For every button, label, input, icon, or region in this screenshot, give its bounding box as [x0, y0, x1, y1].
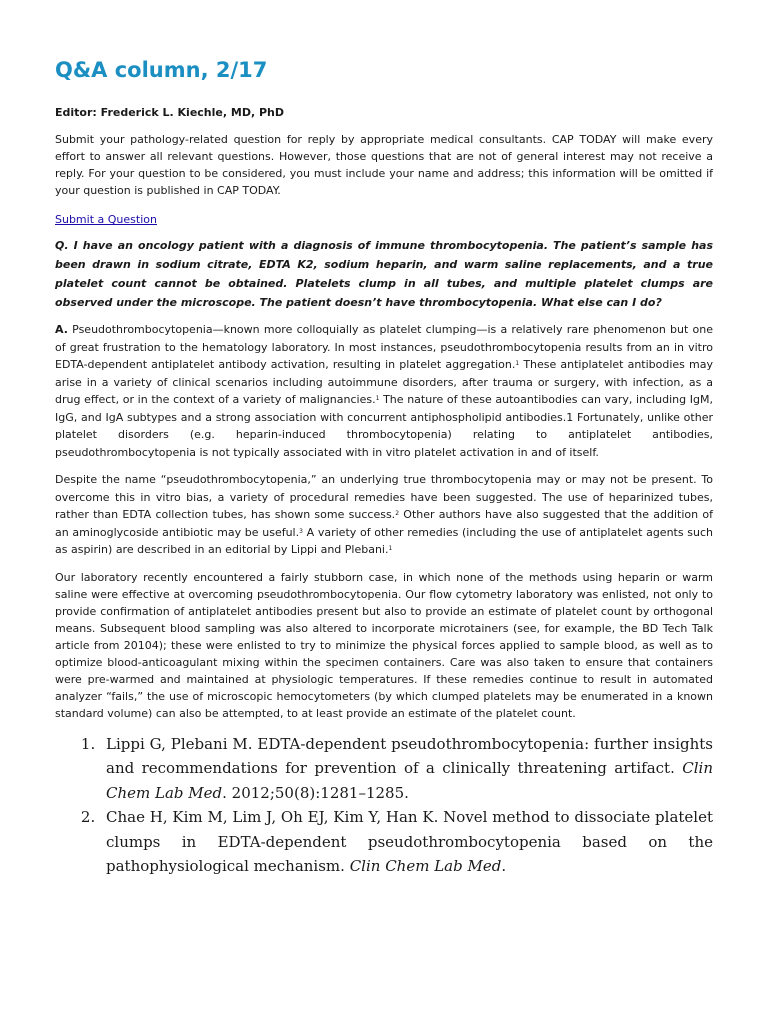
citation-sup: 2 — [395, 510, 400, 517]
answer-text: A variety of other remedies (including the use of antiplatelet agents such as aspirin) are described in an editorial by Lippi and Plebani. — [55, 525, 713, 556]
answer-label: A. — [55, 323, 68, 336]
answer-text: Despite the name “pseudothrombocytopenia,” an underlying true thrombocytopenia may or may not be present. To overcome this in vitro bias, a variety of procedural remedies have been suggested. The use of heparinized tubes, rather than EDTA collection tubes, has shown some success. — [55, 473, 713, 521]
reference-item — [100, 732, 713, 806]
reference-item — [100, 805, 713, 879]
answer-paragraph-3: Our laboratory recently encountered a fairly stubborn case, in which none of the methods using heparin or warm saline were effective at overcoming pseudothrombocytopenia. Our flow cytometry laboratory was enlisted, not only to provide confirmation of antiplatelet antibodies present but also to provide an estimate of platelet count by orthogonal means. Subsequent blood sampling was also altered to incorporate microtainers (see, for example, the BD Tech Talk article from 20104); these were enlisted to try to minimize the physical forces applied to sample blood, as well as to optimize blood-anticoagulant mixing within the specimen containers. Care was also taken to ensure that containers were pre-warmed and maintained at physiologic temperatures. If these remedies continue to result in automated analyzer “fails,” the use of microscopic hemocytometers (by which clumped platelets may be enumerated in a known standard volume) can also be attempted, to at least provide an estimate of the platelet count. — [55, 570, 713, 720]
reference-tail: . 2012;50(8):1281–1285. — [222, 783, 409, 802]
answer-text: The nature of these autoantibodies can vary, including IgM, IgG, and IgA subtypes and a strong association with concurrent antiphospholipid antibodies.1 Fortunately, unlike other platelet disorders (e.g. heparin-induced thrombocytopenia) relating to antiplatelet antibodies, pseudothrombocytopenia is not typically associated with in vitro platelet activation in and of itself. — [55, 393, 714, 459]
submit-link-wrap — [55, 209, 713, 228]
answer-paragraph-1 — [55, 321, 713, 461]
citation-sup: 1 — [515, 360, 520, 367]
question-paragraph: Q. I have an oncology patient with a diagnosis of immune thrombocytopenia. The patient’s sample has been drawn in sodium citrate, EDTA K2, sodium heparin, and warm saline replacements, and a true platelet count cannot be obtained. Platelets clump in all tubes, and multiple platelet clumps are observed under the microscope. The patient doesn’t have thrombocytopenia. What else can I do? — [55, 239, 713, 309]
reference-tail: . — [501, 857, 507, 875]
reference-journal: Clin Chem Lab Med — [106, 759, 713, 802]
answer-text: These antiplatelet antibodies may arise in a variety of clinical scenarios including autoimmune disorders, after trauma or surgery, with infection, as a drug effect, or in the context of a variety of malignancies. — [55, 358, 713, 406]
page-title: Q&A column, 2/17 — [55, 58, 268, 82]
answer-paragraph-2 — [55, 471, 713, 559]
citation-sup: 3 — [299, 527, 303, 535]
citation-sup: 1 — [375, 395, 380, 402]
reference-list — [55, 732, 713, 879]
reference-text: Chae H, Kim M, Lim J, Oh EJ, Kim Y, Han K. Novel method to dissociate platelet clumps in EDTA-dependent pseudothrombocytopenia based on the pathophysiological mechanism. — [106, 808, 713, 875]
editor-line: Editor: Frederick L. Kiechle, MD, PhD — [55, 106, 284, 119]
intro-paragraph: Submit your pathology-related question for reply by appropriate medical consultants. CAP TODAY will make every effort to answer all relevant questions. However, those questions that are not of general interest may not receive a reply. For your question to be considered, you must include your name and address; this information will be omitted if your question is published in CAP TODAY. — [55, 133, 713, 197]
reference-text: Lippi G, Plebani M. EDTA-dependent pseudothrombocytopenia: further insights and recommendations for prevention of a clinically threatening artifact. — [106, 734, 713, 777]
reference-journal: Clin Chem Lab Med — [349, 857, 502, 875]
submit-question-link[interactable]: Submit a Question — [55, 213, 157, 226]
answer-text: Pseudothrombocytopenia—known more colloquially as platelet clumping—is a relatively rare phenomenon but one of great frustration to the hematology laboratory. In most instances, pseudothrombocytopenia results from an in vitro EDTA-dependent antiplatelet antibody activation, resulting in platelet aggregation. — [55, 323, 713, 371]
answer-text: Other authors have also suggested that the addition of an aminoglycoside antibiotic may be useful. — [55, 508, 713, 539]
citation-sup: 1 — [388, 545, 393, 552]
